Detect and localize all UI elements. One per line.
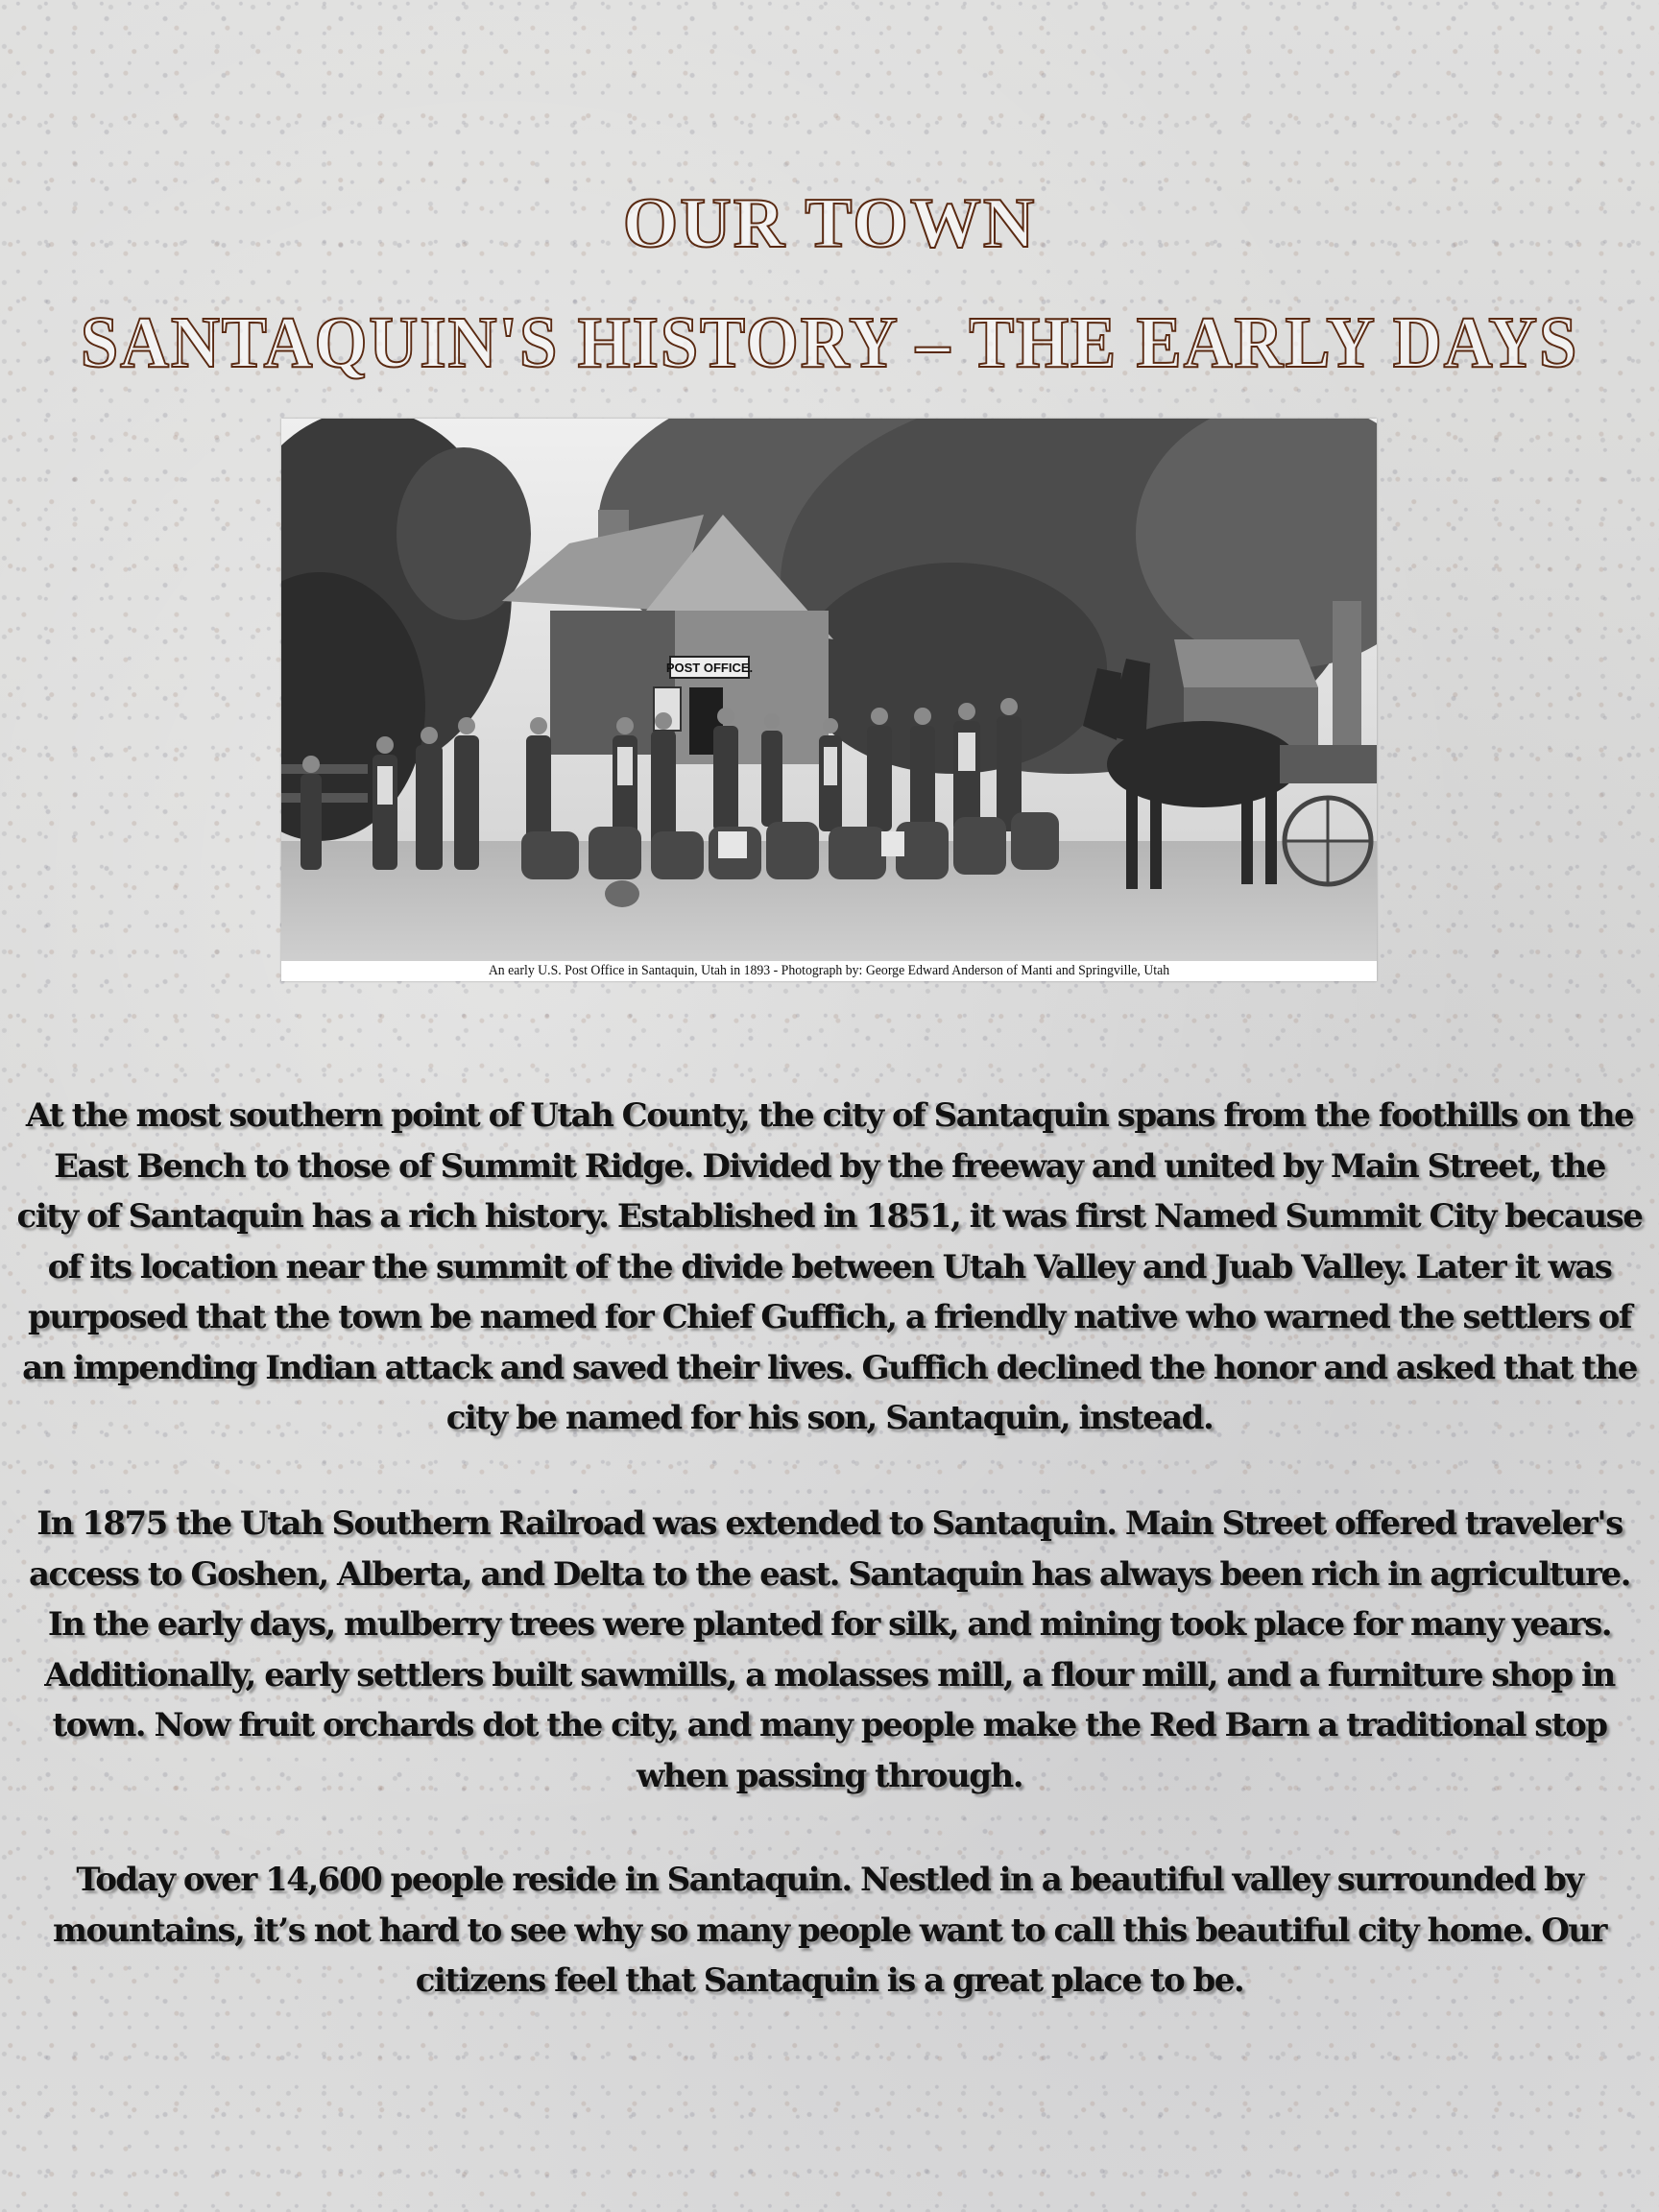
paragraph-railroad-agriculture [13, 1499, 1646, 1801]
text-line: East Bench to those of Summit Ridge. Divided by the freeway and united by Main Street, the [54, 1146, 1605, 1186]
page-subtitle: SANTAQUIN'S HISTORY – THE EARLY DAYS [80, 302, 1579, 384]
paragraph-history-intro [13, 1091, 1646, 1444]
text-line: citizens feel that Santaquin is a great place to be. [415, 1961, 1244, 2000]
post-office-sign: POST OFFICE. [665, 661, 754, 675]
paragraph-today [13, 1855, 1646, 2007]
text-line: Additionally, early settlers built sawmills, a molasses mill, a flour mill, and a furniture shop in [44, 1655, 1615, 1695]
text-line: At the most southern point of Utah County, the city of Santaquin spans from the foothills on the [25, 1096, 1634, 1135]
historic-photo-figure [281, 419, 1377, 981]
photo-illustration [281, 419, 1377, 961]
text-line: when passing through. [636, 1756, 1023, 1795]
text-line: Today over 14,600 people reside in Santaquin. Nestled in a beautiful valley surrounded by [76, 1861, 1583, 1899]
text-line: mountains, it’s not hard to see why so many people want to call this beautiful city home. Our [53, 1911, 1606, 1950]
text-line: city be named for his son, Santaquin, instead. [445, 1399, 1214, 1437]
text-line: purposed that the town be named for Chief Guffich, a friendly native who warned the settlers of [28, 1298, 1631, 1336]
text-line: In 1875 the Utah Southern Railroad was extended to Santaquin. Main Street offered traveler's [36, 1504, 1623, 1543]
text-line: access to Goshen, Alberta, and Delta to the east. Santaquin has always been rich in agriculture. [29, 1554, 1630, 1594]
text-line: of its location near the summit of the divide between Utah Valley and Juab Valley. Later it was [47, 1247, 1612, 1286]
text-line: In the early days, mulberry trees were planted for silk, and mining took place for many years. [47, 1605, 1612, 1644]
text-line: an impending Indian attack and saved their lives. Guffich declined the honor and asked that the [22, 1348, 1637, 1387]
text-line: town. Now fruit orchards dot the city, and many people make the Red Barn a traditional stop [52, 1706, 1607, 1744]
text-line: city of Santaquin has a rich history. Established in 1851, it was first Named Summit City because [16, 1197, 1643, 1236]
photo-caption: An early U.S. Post Office in Santaquin, Utah in 1893 - Photograph by: George Edward Anderson of Manti and Springville, Utah [325, 961, 1334, 981]
page-title: OUR TOWN [622, 183, 1037, 263]
historic-post-office-photo [281, 419, 1377, 961]
